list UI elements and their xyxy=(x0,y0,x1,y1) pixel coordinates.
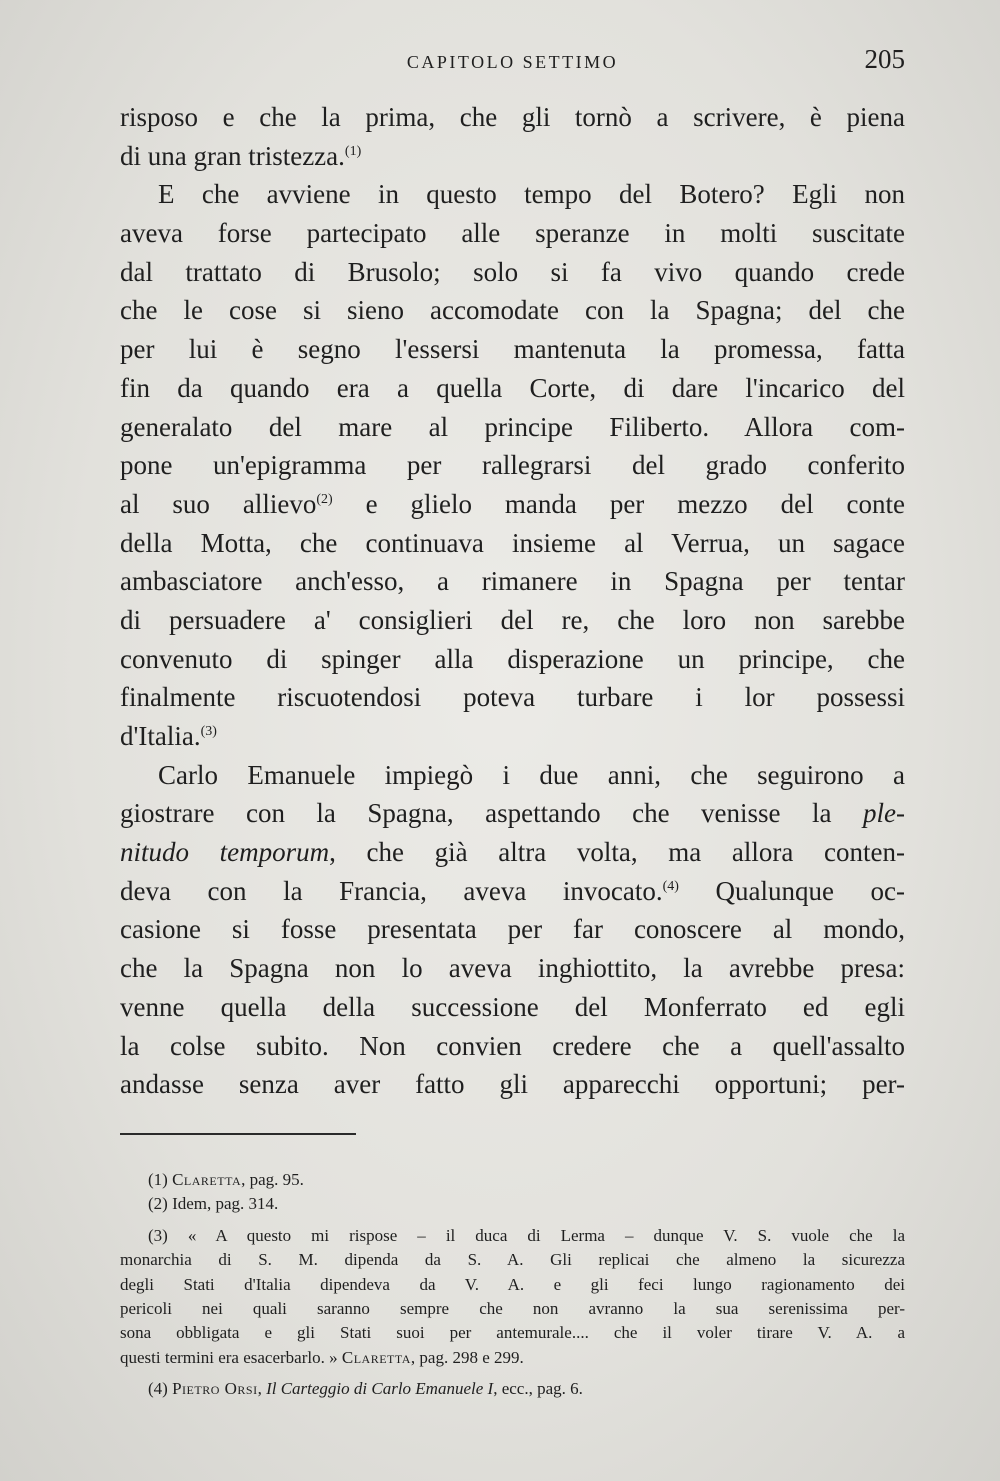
text-line xyxy=(120,485,905,524)
footnote-ref: (2) xyxy=(316,491,333,507)
footnote-2: (2) Idem, pag. 314. xyxy=(148,1194,279,1214)
text-line: per lui è segno l'essersi mantenuta la promessa, fatta xyxy=(120,334,905,365)
footnote-text: , pag. 298 e 299. xyxy=(410,1347,524,1367)
footnote-3-line: monarchia di S. M. dipenda da S. A. Gli replicai che almeno la sicurezza xyxy=(120,1250,905,1270)
italic-text: ple- xyxy=(863,798,905,829)
text-line: finalmente riscuotendosi poteva turbare i lor possessi xyxy=(120,682,905,713)
line-text: Qualunque oc- xyxy=(678,875,905,906)
footnote-text: questi termini era esacerbarlo. » xyxy=(120,1347,342,1367)
footnote-text: , pag. 95. xyxy=(241,1170,304,1189)
line-text: deva con la Francia, aveva invocato. xyxy=(120,875,663,906)
text-line: che le cose si sieno accomodate con la Spagna; del che xyxy=(120,295,905,326)
text-line: fin da quando era a quella Corte, di dare l'incarico del xyxy=(120,372,905,403)
footnote-3-line: sona obbligata e gli Stati suoi per antemurale.... che il voler tirare V. A. a xyxy=(120,1323,905,1343)
running-head: CAPITOLO SETTIMO xyxy=(406,52,619,72)
footnote-ref: (3) xyxy=(200,724,217,739)
text-line xyxy=(120,833,905,872)
page-header xyxy=(120,44,905,88)
footnote-divider xyxy=(120,1133,356,1135)
text-line xyxy=(120,137,905,176)
text-line: casione si fosse presentata per far conoscere al mondo, xyxy=(120,914,905,945)
footnote-title: Il Carteggio di Carlo Emanuele I xyxy=(266,1379,494,1399)
text-line: andasse senza aver fatto gli apparecchi opportuni; per- xyxy=(120,1069,905,1100)
footnote-ref: (1) xyxy=(344,143,362,159)
text-line: di persuadere a' consiglieri del re, che loro non sarebbe xyxy=(120,604,905,635)
footnote-author: Claretta xyxy=(341,1347,411,1367)
text-line xyxy=(120,872,905,911)
text-line: pone un'epigramma per rallegrarsi del grado conferito xyxy=(120,450,905,481)
footnote-3-line: (3) « A questo mi rispose – il duca di Lerma – dunque V. S. vuole che la xyxy=(148,1225,905,1245)
text-line: dal trattato di Brusolo; solo si fa vivo quando crede xyxy=(120,256,905,287)
text-line: risposo e che la prima, che gli tornò a scrivere, è piena xyxy=(120,102,905,132)
footnote-1 xyxy=(120,1168,905,1192)
text-line: la colse subito. Non convien credere che a quell'assalto xyxy=(120,1030,905,1061)
line-text: d'Italia. xyxy=(120,721,201,751)
footnote-3-line xyxy=(120,1346,905,1370)
text-line xyxy=(120,794,905,833)
line-text: , che già altra volta, ma allora conten- xyxy=(329,837,906,868)
text-line: venne quella della successione del Monferrato ed egli xyxy=(120,991,905,1022)
footnote-ref: (4) xyxy=(662,878,679,894)
footnote-text: , ecc., pag. 6. xyxy=(493,1379,583,1399)
text-line: aveva forse partecipato alle speranze in molti suscitate xyxy=(120,218,905,249)
footnote-label: (1) xyxy=(148,1170,168,1189)
page-number: 205 xyxy=(864,44,905,74)
line-text: di una gran tristezza. xyxy=(120,140,345,171)
line-text: al suo allievo xyxy=(120,488,317,519)
footnote-author: Claretta xyxy=(172,1170,242,1189)
footnotes xyxy=(120,1168,905,1402)
footnote-label: (4) xyxy=(148,1379,173,1399)
italic-text: nitudo temporum xyxy=(120,837,330,868)
text-line: generalato del mare al principe Filiberto. Allora com- xyxy=(120,411,905,442)
footnote-3-line: pericoli nei quali saranno sempre che non avranno la sua serenissima per- xyxy=(120,1298,905,1318)
text-line xyxy=(120,717,905,756)
text-line: che la Spagna non lo aveva inghiottito, la avrebbe presa: xyxy=(120,953,905,984)
body-text xyxy=(120,98,905,1104)
line-text: e glielo manda per mezzo del conte xyxy=(332,488,905,519)
text-line: convenuto di spinger alla disperazione un principe, che xyxy=(120,643,905,674)
text-line: della Motta, che continuava insieme al Verrua, un sagace xyxy=(120,527,905,558)
footnote-4 xyxy=(120,1377,905,1401)
footnote-text: , xyxy=(257,1379,267,1399)
line-text: giostrare con la Spagna, aspettando che venisse la xyxy=(120,798,864,829)
footnote-3-line: degli Stati d'Italia dipendeva da V. A. e gli feci lungo ragionamento dei xyxy=(120,1274,905,1294)
text-line: ambasciatore anch'esso, a rimanere in Spagna per tentar xyxy=(120,566,905,597)
footnote-author: Pietro Orsi xyxy=(172,1379,258,1399)
text-line: Carlo Emanuele impiegò i due anni, che seguirono a xyxy=(158,759,905,790)
text-line: E che avviene in questo tempo del Botero? Egli non xyxy=(158,179,905,210)
